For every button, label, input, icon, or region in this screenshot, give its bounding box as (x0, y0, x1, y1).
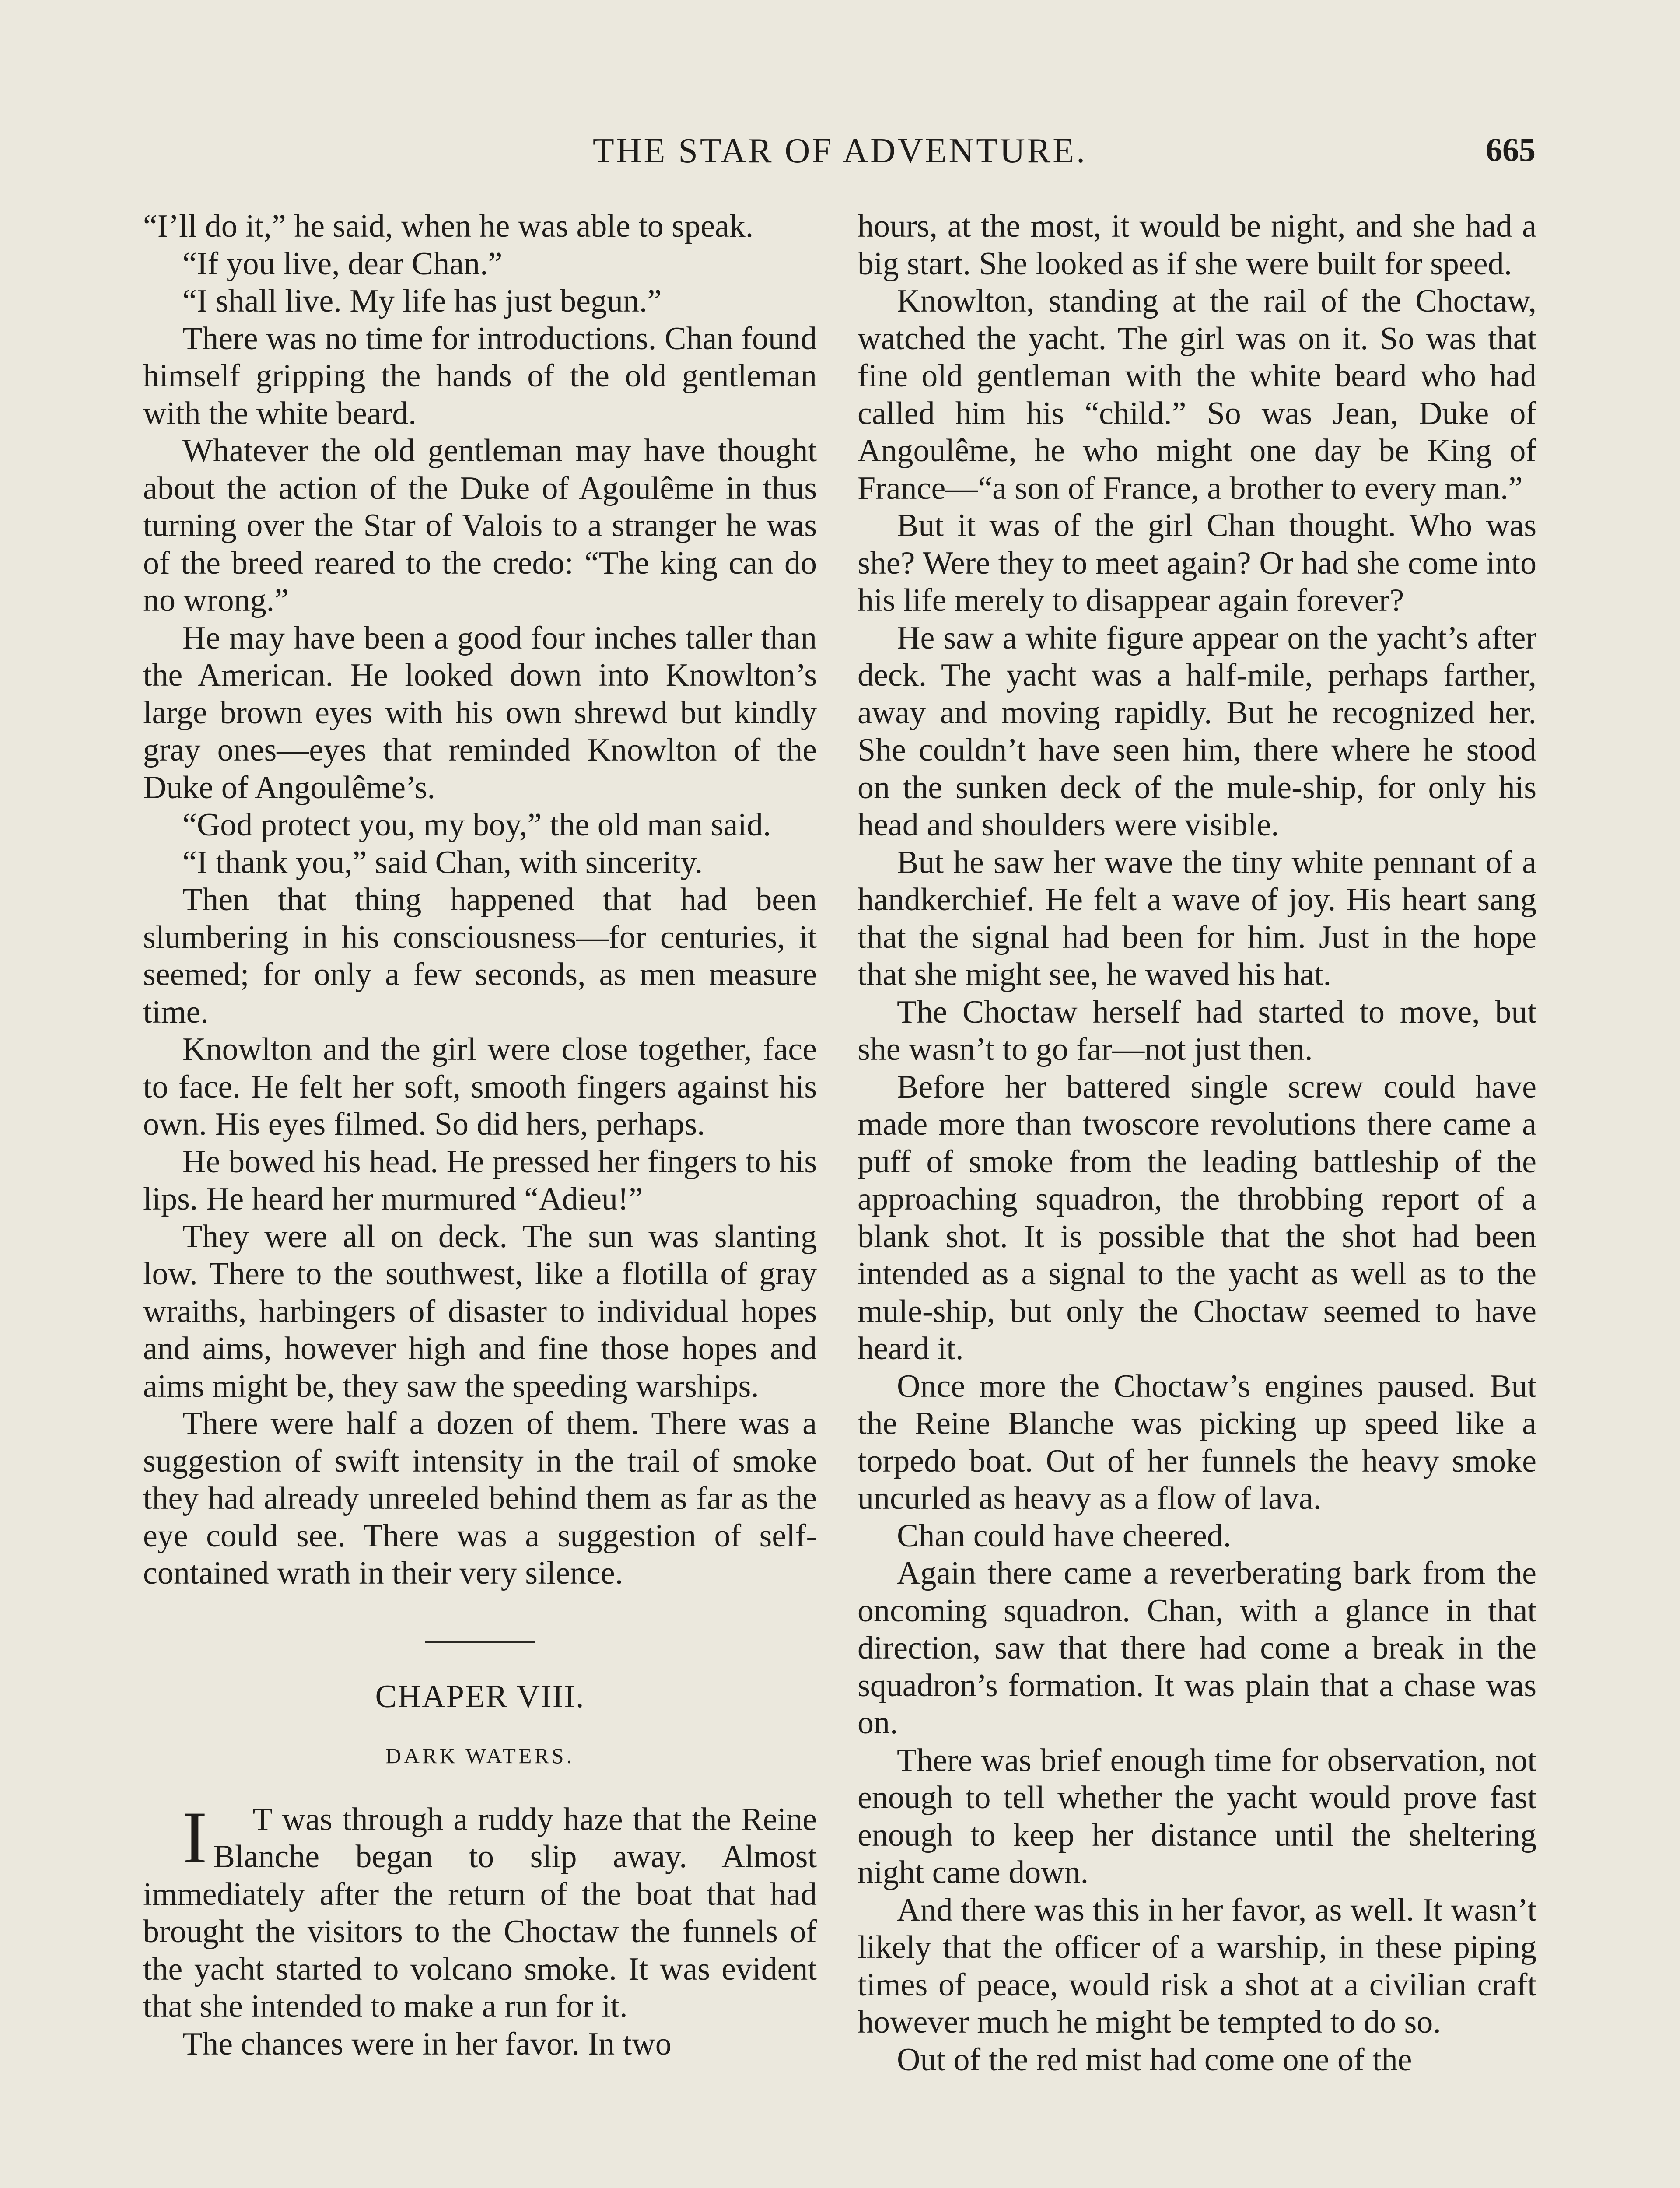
left-column (143, 208, 817, 2063)
paragraph: The chances were in her favor. In two (182, 2026, 672, 2062)
paragraph: He bowed his head. He pressed her fingers to his lips. He heard her murmured “Adieu!” (143, 1143, 817, 1217)
drop-cap: I (182, 1796, 207, 1879)
paragraph: “If you live, dear Chan.” (182, 245, 503, 282)
paragraph: He may have been a good four inches taller than the American. He looked down into Knowlton’s large brown eyes with his own shrewd but kindly gray ones—eyes that reminded Knowlton of the Duke of Angoulême’s. (143, 620, 817, 806)
right-column (858, 208, 1536, 2079)
paragraph: Before her battered single screw could have made more than twoscore revolutions there came a puff of smoke from the leading battleship of the approaching squadron, the throbbing report of a blank shot. It is possible that the shot had been intended as a signal to the yacht as well as to the mule-ship, but only the Choctaw seemed to have heard it. (858, 1069, 1536, 1367)
paragraph: Knowlton and the girl were close together, face to face. He felt her soft, smooth fingers against his own. His eyes filmed. So did hers, perhaps. (143, 1031, 817, 1142)
opening-text: T was through a ruddy haze that the Reine Blanche began to slip away. Almost immediately after the return of the boat that had brought the visitors to the Choctaw the funnels of the yacht started to volcano smoke. It was evident that she intended to make a run for it. (143, 1801, 817, 2024)
paragraph: They were all on deck. The sun was slanting low. There to the southwest, like a flotilla of gray wraiths, harbingers of disaster to individual hopes and aims, however high and fine those hopes and aims might be, they saw the speeding warships. (143, 1218, 817, 1404)
page-header (144, 131, 1536, 179)
paragraph: Chan could have cheered. (897, 1518, 1232, 1554)
paragraph: There was brief enough time for observation, not enough to tell whether the yacht would prove fast enough to keep her distance until the sheltering night came down. (858, 1742, 1536, 1890)
paragraph: There were half a dozen of them. There was a suggestion of swift intensity in the trail of smoke they had already unreeled behind them as far as the eye could see. There was a suggestion of self-contained wrath in their very silence. (143, 1406, 817, 1591)
paragraph: Again there came a reverberating bark from the oncoming squadron. Chan, with a glance in that direction, saw that there had come a break in the squadron’s formation. It was plain that a chase was on. (858, 1555, 1536, 1741)
paragraph: hours, at the most, it would be night, and she had a big start. She looked as if she were built for speed. (858, 208, 1536, 282)
paragraph: Out of the red mist had come one of the (897, 2041, 1412, 2078)
paragraph: “I shall live. My life has just begun.” (182, 283, 662, 319)
section-divider (425, 1641, 535, 1643)
paragraph: “I thank you,” said Chan, with sincerity. (182, 844, 703, 880)
paragraph: Once more the Choctaw’s engines paused. But the Reine Blanche was picking up speed like a torpedo boat. Out of her funnels the heavy smoke uncurled as heavy as a flow of lava. (858, 1368, 1536, 1516)
paragraph: And there was this in her favor, as well. It wasn’t likely that the officer of a warship, in these piping times of peace, would risk a shot at a civilian craft however much he might be tempted to do so. (858, 1892, 1536, 2040)
paragraph: Then that thing happened that had been slumbering in his consciousness—for centuries, it seemed; for only a few seconds, as men measure time. (143, 882, 817, 1030)
paragraph: There was no time for introductions. Chan found himself gripping the hands of the old gentleman with the white beard. (143, 320, 817, 431)
paragraph: “God protect you, my boy,” the old man said. (182, 807, 771, 843)
paragraph: “I’ll do it,” he said, when he was able to speak. (143, 208, 754, 244)
page-number: 665 (1486, 132, 1536, 168)
paragraph: The Choctaw herself had started to move, but she wasn’t to go far—not just then. (858, 994, 1536, 1067)
paragraph: But it was of the girl Chan thought. Who was she? Were they to meet again? Or had she come into his life merely to disappear again forever? (858, 508, 1536, 618)
chapter-opening-paragraph (143, 1796, 817, 2026)
paragraph: But he saw her wave the tiny white pennant of a handkerchief. He felt a wave of joy. His heart sang that the signal had been for him. Just in the hope that she might see, he waved his hat. (858, 844, 1536, 992)
chapter-subtitle: DARK WATERS. (385, 1743, 575, 1768)
chapter-title: CHAPER VIII. (375, 1678, 585, 1715)
paragraph: Whatever the old gentleman may have thought about the action of the Duke of Agoulême in thus turning over the Star of Valois to a stranger he was of the breed reared to the credo: “The king can do no wrong.” (143, 433, 817, 618)
paragraph: He saw a white figure appear on the yacht’s after deck. The yacht was a half-mile, perhaps farther, away and moving rapidly. But he recognized her. She couldn’t have seen him, there where he stood on the sunken deck of the mule-ship, for only his head and shoulders were visible. (858, 620, 1536, 843)
running-title: THE STAR OF ADVENTURE. (592, 132, 1088, 170)
paragraph: Knowlton, standing at the rail of the Choctaw, watched the yacht. The girl was on it. So was that fine old gentleman with the white beard who had called him his “child.” So was Jean, Duke of Angoulême, he who might one day be King of France—“a son of France, a brother to every man.” (858, 283, 1536, 506)
